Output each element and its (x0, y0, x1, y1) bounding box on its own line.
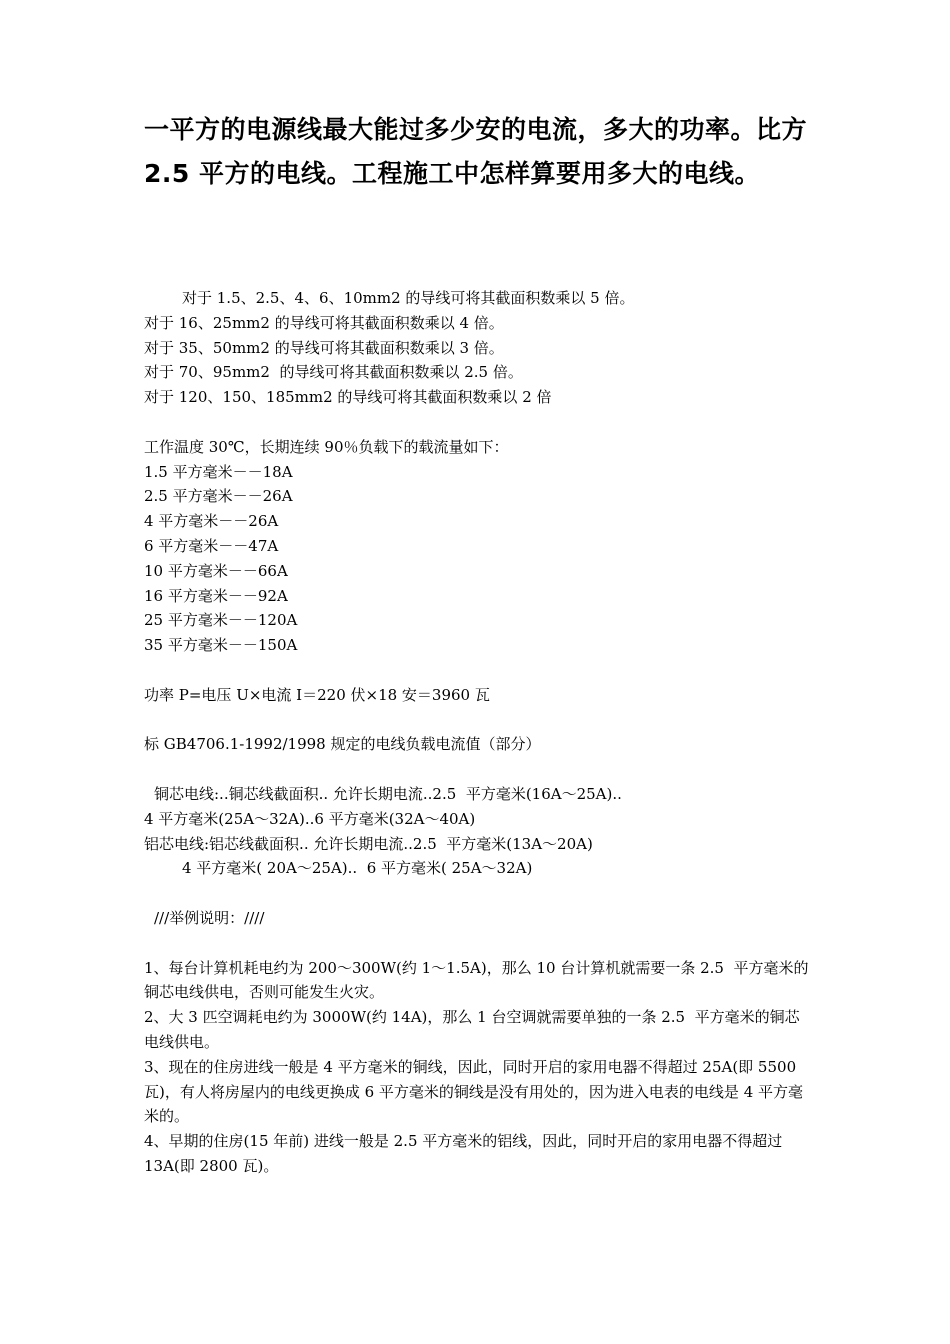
multiplier-line: 对于 35、50mm2 的导线可将其截面积数乘以 3 倍。 (144, 338, 504, 357)
wire-load-section (144, 782, 812, 881)
blank-line (144, 658, 812, 683)
blank-line (144, 881, 812, 906)
capacity-item: 25 平方毫米－－120A (144, 611, 298, 630)
blank-line (144, 410, 812, 435)
standard-note: 标 GB4706.1-1992/1998 规定的电线负载电流值（部分） (144, 735, 541, 754)
multiplier-line: 对于 120、150、185mm2 的导线可将其截面积数乘以 2 倍 (144, 388, 552, 407)
examples-heading: ///举例说明：//// (154, 908, 265, 927)
capacity-item: 1.5 平方毫米－－18A (144, 462, 293, 481)
example-item: 2、大 3 匹空调耗电约为 3000W(约 14A)，那么 1 台空调就需要单独的一条 2.5 平方毫米的铜芯电线供电。 (144, 1008, 800, 1051)
capacity-item: 35 平方毫米－－150A (144, 636, 298, 655)
blank-line (144, 757, 812, 782)
capacity-item: 4 平方毫米－－26A (144, 512, 279, 531)
blank-line (144, 708, 812, 733)
multiplier-line: 对于 16、25mm2 的导线可将其截面积数乘以 4 倍。 (144, 313, 504, 332)
copper-wire-line: 铜芯电线:..铜芯线截面积.. 允许长期电流..2.5 平方毫米(16A～25A).. (154, 784, 622, 803)
capacity-item: 2.5 平方毫米－－26A (144, 487, 293, 506)
examples-section (144, 956, 812, 1179)
document-body (144, 286, 812, 1179)
capacity-intro: 工作温度 30℃，长期连续 90％负载下的载流量如下： (144, 437, 509, 456)
multiplier-line: 对于 70、95mm2 的导线可将其截面积数乘以 2.5 倍。 (144, 363, 523, 382)
copper-wire-line: 4 平方毫米(25A～32A)..6 平方毫米(32A～40A) (144, 809, 476, 828)
aluminum-wire-line: 铝芯电线:铝芯线截面积.. 允许长期电流..2.5 平方毫米(13A～20A) (144, 834, 593, 853)
example-item: 4、早期的住房(15 年前) 进线一般是 2.5 平方毫米的铝线，因此，同时开启的家用电器不得超过 13A(即 2800 瓦)。 (144, 1132, 788, 1175)
aluminum-wire-line: 4 平方毫米( 20A～25A).. 6 平方毫米( 25A～32A) (182, 859, 533, 878)
capacity-item: 6 平方毫米－－47A (144, 536, 279, 555)
page-title: 一平方的电源线最大能过多少安的电流，多大的功率。比方 2.5 平方的电线。工程施工中怎样算要用多大的电线。 (144, 115, 808, 188)
capacity-section (144, 435, 812, 658)
capacity-item: 16 平方毫米－－92A (144, 586, 288, 605)
multiplier-line: 对于 1.5、2.5、4、6、10mm2 的导线可将其截面积数乘以 5 倍。 (182, 289, 635, 307)
power-formula: 功率 P=电压 U×电流 I＝220 伏×18 安＝3960 瓦 (144, 685, 490, 704)
example-item: 3、现在的住房进线一般是 4 平方毫米的铜线，因此，同时开启的家用电器不得超过 25A(即 5500 瓦)，有人将房屋内的电线更换成 6 平方毫米的铜线是没有用处的，因为进入电表的电线是 4 平方毫米的。 (144, 1057, 804, 1126)
blank-line (144, 931, 812, 956)
example-item: 1、每台计算机耗电约为 200～300W(约 1～1.5A)，那么 10 台计算机就需要一条 2.5 平方毫米的铜芯电线供电，否则可能发生火灾。 (144, 958, 809, 1002)
multiplier-section (144, 286, 812, 410)
capacity-item: 10 平方毫米－－66A (144, 561, 288, 580)
